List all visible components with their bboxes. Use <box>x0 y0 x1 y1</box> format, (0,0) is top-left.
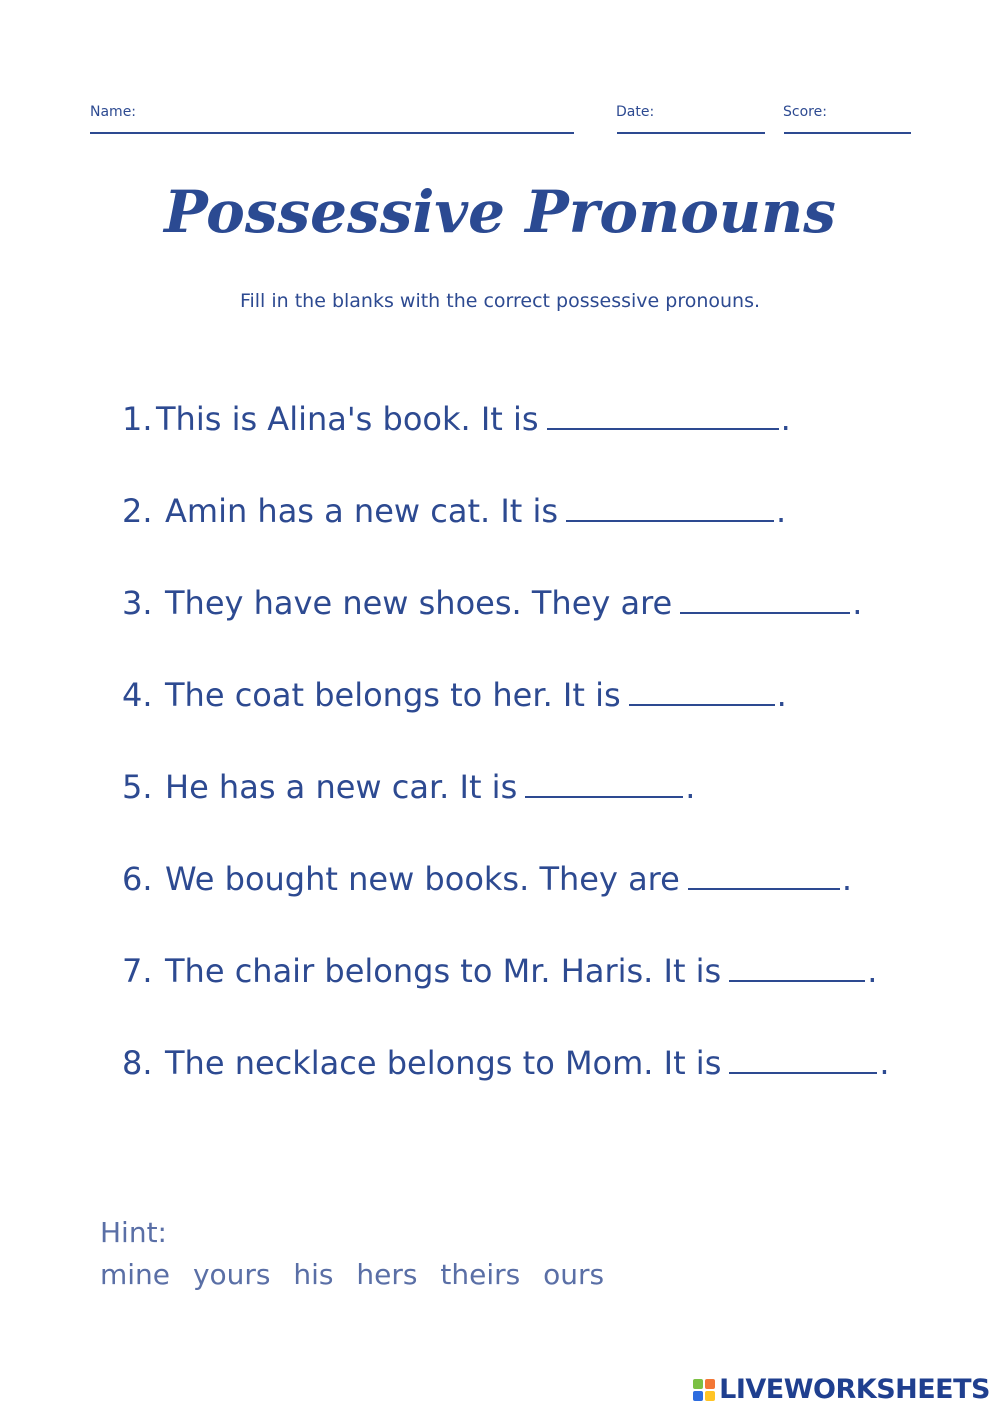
name-field[interactable] <box>90 132 574 134</box>
logo-icon <box>693 1379 715 1401</box>
question-number: 7. <box>122 952 153 990</box>
page-title: Possessive Pronouns <box>164 178 836 246</box>
question-number: 4. <box>122 676 153 714</box>
answer-blank-3[interactable] <box>680 582 850 614</box>
question-7 <box>122 950 877 991</box>
date-field[interactable] <box>617 132 765 134</box>
question-5 <box>122 766 695 807</box>
question-text: The chair belongs to Mr. Haris. It is <box>165 952 722 990</box>
score-field[interactable] <box>784 132 911 134</box>
question-text: Amin has a new cat. It is <box>165 492 559 530</box>
score-label: Score: <box>783 104 827 120</box>
answer-blank-8[interactable] <box>729 1042 877 1074</box>
hint-word: theirs <box>440 1258 521 1291</box>
logo-square <box>705 1379 715 1389</box>
question-3 <box>122 582 862 623</box>
question-1 <box>122 398 791 439</box>
question-end: . <box>685 768 696 806</box>
question-text: This is Alina's book. It is <box>156 400 539 438</box>
answer-blank-2[interactable] <box>566 490 774 522</box>
answer-blank-7[interactable] <box>729 950 865 982</box>
hint-label: Hint: <box>100 1216 167 1249</box>
question-number: 5. <box>122 768 153 806</box>
logo-square <box>693 1379 703 1389</box>
question-text: We bought new books. They are <box>165 860 680 898</box>
hint-word: his <box>293 1258 334 1291</box>
question-text: They have new shoes. They are <box>165 584 673 622</box>
question-end: . <box>776 492 787 530</box>
question-end: . <box>841 860 852 898</box>
answer-blank-5[interactable] <box>525 766 683 798</box>
name-label: Name: <box>90 104 137 120</box>
question-text: He has a new car. It is <box>165 768 518 806</box>
question-number: 2. <box>122 492 153 530</box>
hint-word: mine <box>100 1258 171 1291</box>
question-number: 8. <box>122 1044 153 1082</box>
question-8 <box>122 1042 890 1083</box>
question-4 <box>122 674 787 715</box>
answer-blank-1[interactable] <box>547 398 779 430</box>
question-2 <box>122 490 786 531</box>
question-6 <box>122 858 852 899</box>
question-number: 6. <box>122 860 153 898</box>
brand-name: LIVEWORKSHEETS <box>719 1374 990 1405</box>
instructions: Fill in the blanks with the correct possessive pronouns. <box>239 290 761 312</box>
question-number: 3. <box>122 584 153 622</box>
answer-blank-4[interactable] <box>629 674 775 706</box>
question-end: . <box>852 584 863 622</box>
question-text: The coat belongs to her. It is <box>165 676 621 714</box>
question-end: . <box>780 400 791 438</box>
logo-square <box>693 1391 703 1401</box>
answer-blank-6[interactable] <box>688 858 840 890</box>
hint-word: ours <box>543 1258 605 1291</box>
hint-word: yours <box>192 1258 271 1291</box>
hint-word: hers <box>356 1258 418 1291</box>
logo-square <box>705 1391 715 1401</box>
question-end: . <box>776 676 787 714</box>
date-label: Date: <box>616 104 655 120</box>
question-number: 1. <box>122 400 153 438</box>
liveworksheets-logo <box>693 1374 990 1405</box>
hint-word-bank <box>100 1258 618 1291</box>
question-text: The necklace belongs to Mom. It is <box>165 1044 722 1082</box>
question-end: . <box>867 952 878 990</box>
question-end: . <box>879 1044 890 1082</box>
